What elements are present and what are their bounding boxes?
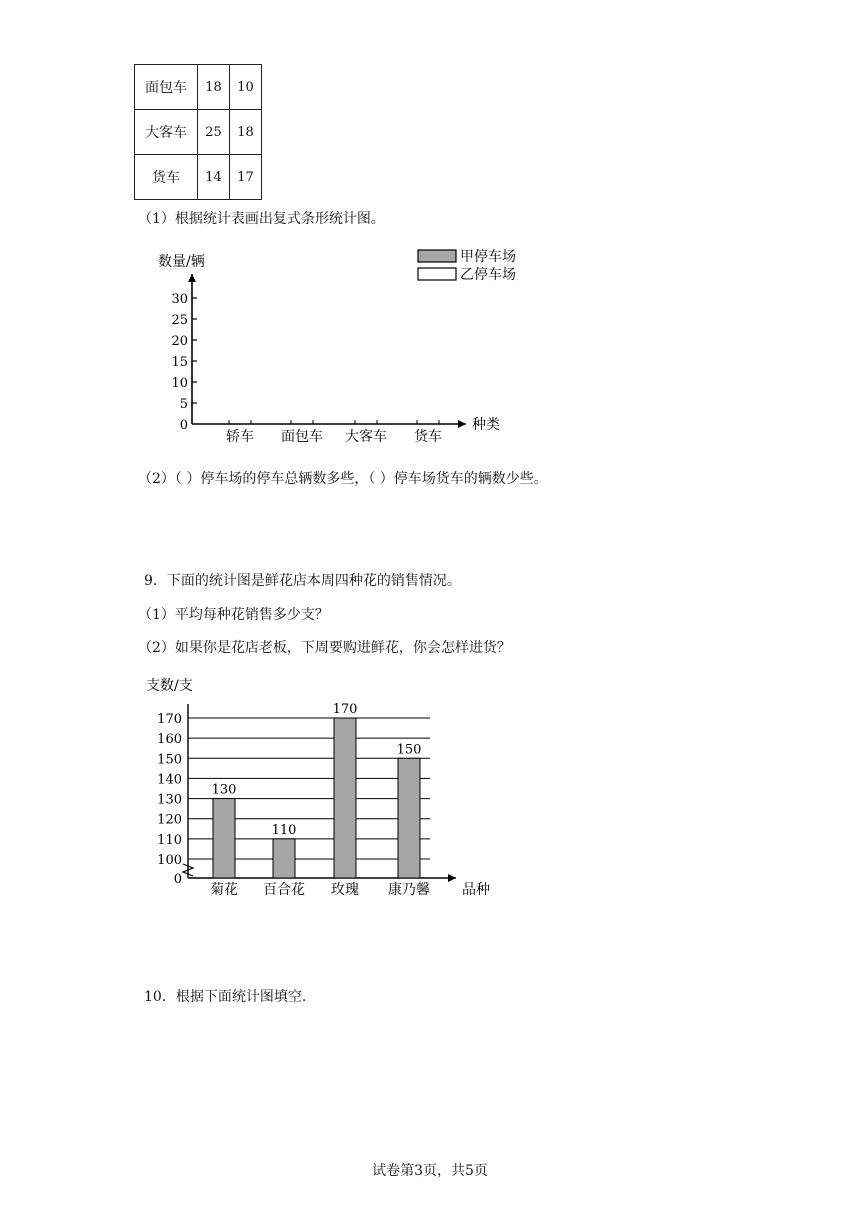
y-tick-label: 110 — [157, 832, 182, 848]
q8-part2: （2）（ ）停车场的停车总辆数多些，（ ）停车场货车的辆数少些。 — [138, 471, 548, 487]
y-tick-label: 30 — [171, 292, 188, 307]
y-axis-arrow — [188, 274, 196, 282]
y-tick-label: 25 — [171, 313, 188, 328]
table-row — [135, 110, 262, 155]
y-tick-label: 5 — [179, 397, 188, 412]
x-tick-label: 大客车 — [345, 429, 387, 445]
bar — [213, 799, 235, 878]
q8-part1: （1）根据统计表画出复式条形统计图。 — [138, 211, 385, 227]
x-tick-label: 菊花 — [210, 882, 238, 898]
x-tick-label: 玫瑰 — [331, 882, 359, 898]
table-row — [135, 65, 262, 110]
legend-swatch — [418, 268, 456, 280]
legend-swatch — [418, 250, 456, 262]
data-label: 130 — [211, 782, 237, 798]
axis-break-mark — [183, 864, 193, 876]
data-label: 110 — [271, 822, 297, 838]
y-tick-label: 160 — [157, 732, 182, 748]
bar — [273, 839, 295, 878]
cell-count: 18 — [198, 65, 230, 110]
x-tick-label: 百合花 — [263, 882, 305, 898]
cell-count: 10 — [230, 65, 262, 110]
q9-part2: （2）如果你是花店老板，下周要购进鲜花，你会怎样进货？ — [138, 640, 511, 656]
q9-title: 9．下面的统计图是鲜花店本周四种花的销售情况。 — [144, 573, 461, 589]
x-tick-label: 面包车 — [281, 429, 323, 445]
data-label: 170 — [332, 702, 358, 717]
x-tick-label: 康乃馨 — [388, 882, 430, 898]
page-footer: 试卷第3页，共5页 — [372, 1163, 488, 1179]
y-tick-label: 120 — [157, 812, 182, 828]
y-tick-label: 15 — [171, 355, 188, 370]
flower-sales-chart — [140, 670, 500, 902]
cell-count: 18 — [230, 110, 262, 155]
cell-vehicle-type: 面包车 — [135, 65, 198, 110]
y-axis-label: 数量/辆 — [158, 254, 205, 270]
cell-count: 14 — [198, 155, 230, 200]
y-tick-label: 0 — [179, 418, 188, 433]
y-tick-label: 0 — [173, 872, 182, 887]
table-row — [135, 155, 262, 200]
legend-label: 乙停车场 — [460, 267, 516, 283]
bar — [398, 758, 420, 878]
cell-vehicle-type: 货车 — [135, 155, 198, 200]
y-tick-label: 100 — [157, 853, 182, 868]
y-tick-label: 140 — [157, 772, 182, 788]
cell-vehicle-type: 大客车 — [135, 110, 198, 155]
x-axis-label: 种类 — [472, 417, 500, 433]
y-tick-label: 20 — [171, 334, 188, 349]
parking-bar-chart — [150, 244, 520, 450]
x-tick-label: 货车 — [414, 429, 442, 445]
cell-count: 17 — [230, 155, 262, 200]
x-axis-label: 品种 — [462, 882, 490, 898]
q10-title: 10．根据下面统计图填空. — [144, 989, 307, 1005]
y-tick-label: 150 — [157, 752, 182, 768]
x-axis-arrow — [458, 420, 466, 428]
parking-stats-table — [134, 64, 262, 200]
legend-label: 甲停车场 — [460, 249, 516, 265]
cell-count: 25 — [198, 110, 230, 155]
y-tick-label: 130 — [157, 792, 182, 808]
x-axis-arrow — [448, 874, 456, 882]
y-tick-label: 170 — [157, 712, 182, 727]
bar — [334, 718, 356, 878]
data-label: 150 — [396, 742, 422, 758]
q9-part1: （1）平均每种花销售多少支？ — [138, 607, 329, 623]
y-axis-label: 支数/支 — [146, 678, 193, 694]
y-tick-label: 10 — [171, 376, 188, 391]
x-tick-label: 轿车 — [226, 429, 254, 445]
